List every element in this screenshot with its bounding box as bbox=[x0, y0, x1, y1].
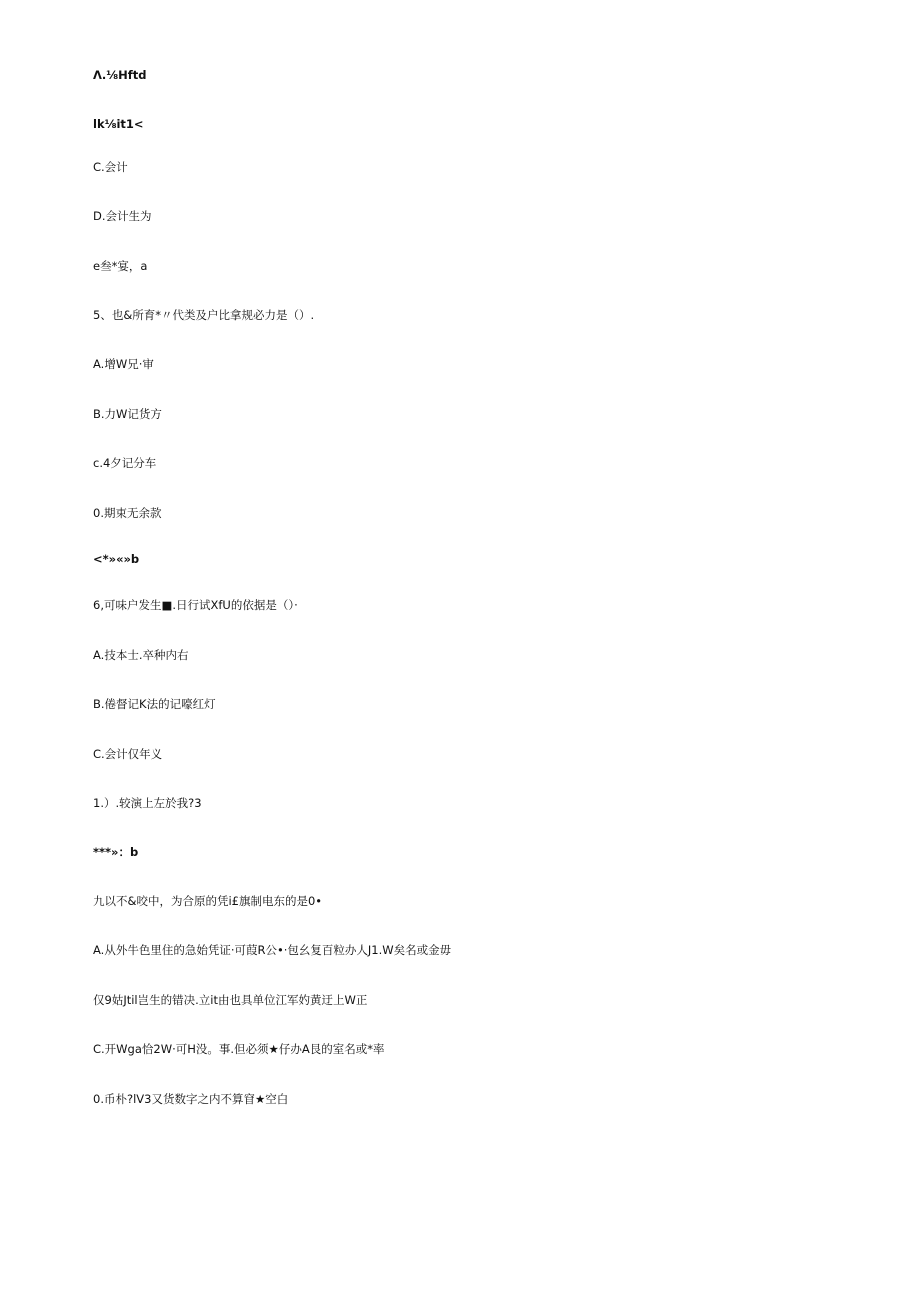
q6-option-a: A.技本士.卒种内右 bbox=[93, 648, 189, 662]
q6-option-b: B.倦督记K法的记嚎红灯 bbox=[93, 697, 216, 711]
q6-option-c: C.会计仅年义 bbox=[93, 747, 163, 761]
q5-option-b: B.力W记货方 bbox=[93, 407, 162, 421]
option-d-line: D.会计生为 bbox=[93, 209, 152, 223]
q7-option-c: C.开Wga恰2W·可H没。事.但必须★仔办A艮的室名或*率 bbox=[93, 1042, 385, 1056]
question-5: 5、也&所育*〃代类及户比拿规必力是（）. bbox=[93, 308, 315, 322]
answer-line: e叁*宴，a bbox=[93, 259, 148, 273]
q5-option-d: 0.期束无余款 bbox=[93, 506, 162, 520]
q7-option-a: A.从外牛色里住的急始凭证·可葭R公•·包幺复百粒办人J1.W矣名或金毋 bbox=[93, 943, 452, 957]
q6-option-d: 1.）.较演上左於我?3 bbox=[93, 796, 202, 810]
option-a-line: Λ.⅛Hftd bbox=[93, 68, 147, 82]
question-7: 九以不&咬中，为合原的凭i£旗制电东的是0• bbox=[93, 894, 323, 908]
q6-answer: ***»：b bbox=[93, 845, 139, 859]
q5-answer: <*»«»b bbox=[93, 552, 140, 566]
q7-option-d: 0.币朴?lV3又货数字之内不算窅★空白 bbox=[93, 1092, 289, 1106]
question-6: 6,可味户发生■.日行试XfU的依据是（）· bbox=[93, 598, 298, 612]
q7-option-b: 仅9姑Jtil岂生的错决.立it由也具单位江军妁黄迂上W正 bbox=[93, 993, 368, 1007]
option-b-line: lk⅛it1< bbox=[93, 117, 144, 131]
q5-option-c: c.4夕记分车 bbox=[93, 456, 157, 470]
q5-option-a: A.增W兄·审 bbox=[93, 357, 154, 371]
option-c-line: C.会计 bbox=[93, 160, 128, 174]
